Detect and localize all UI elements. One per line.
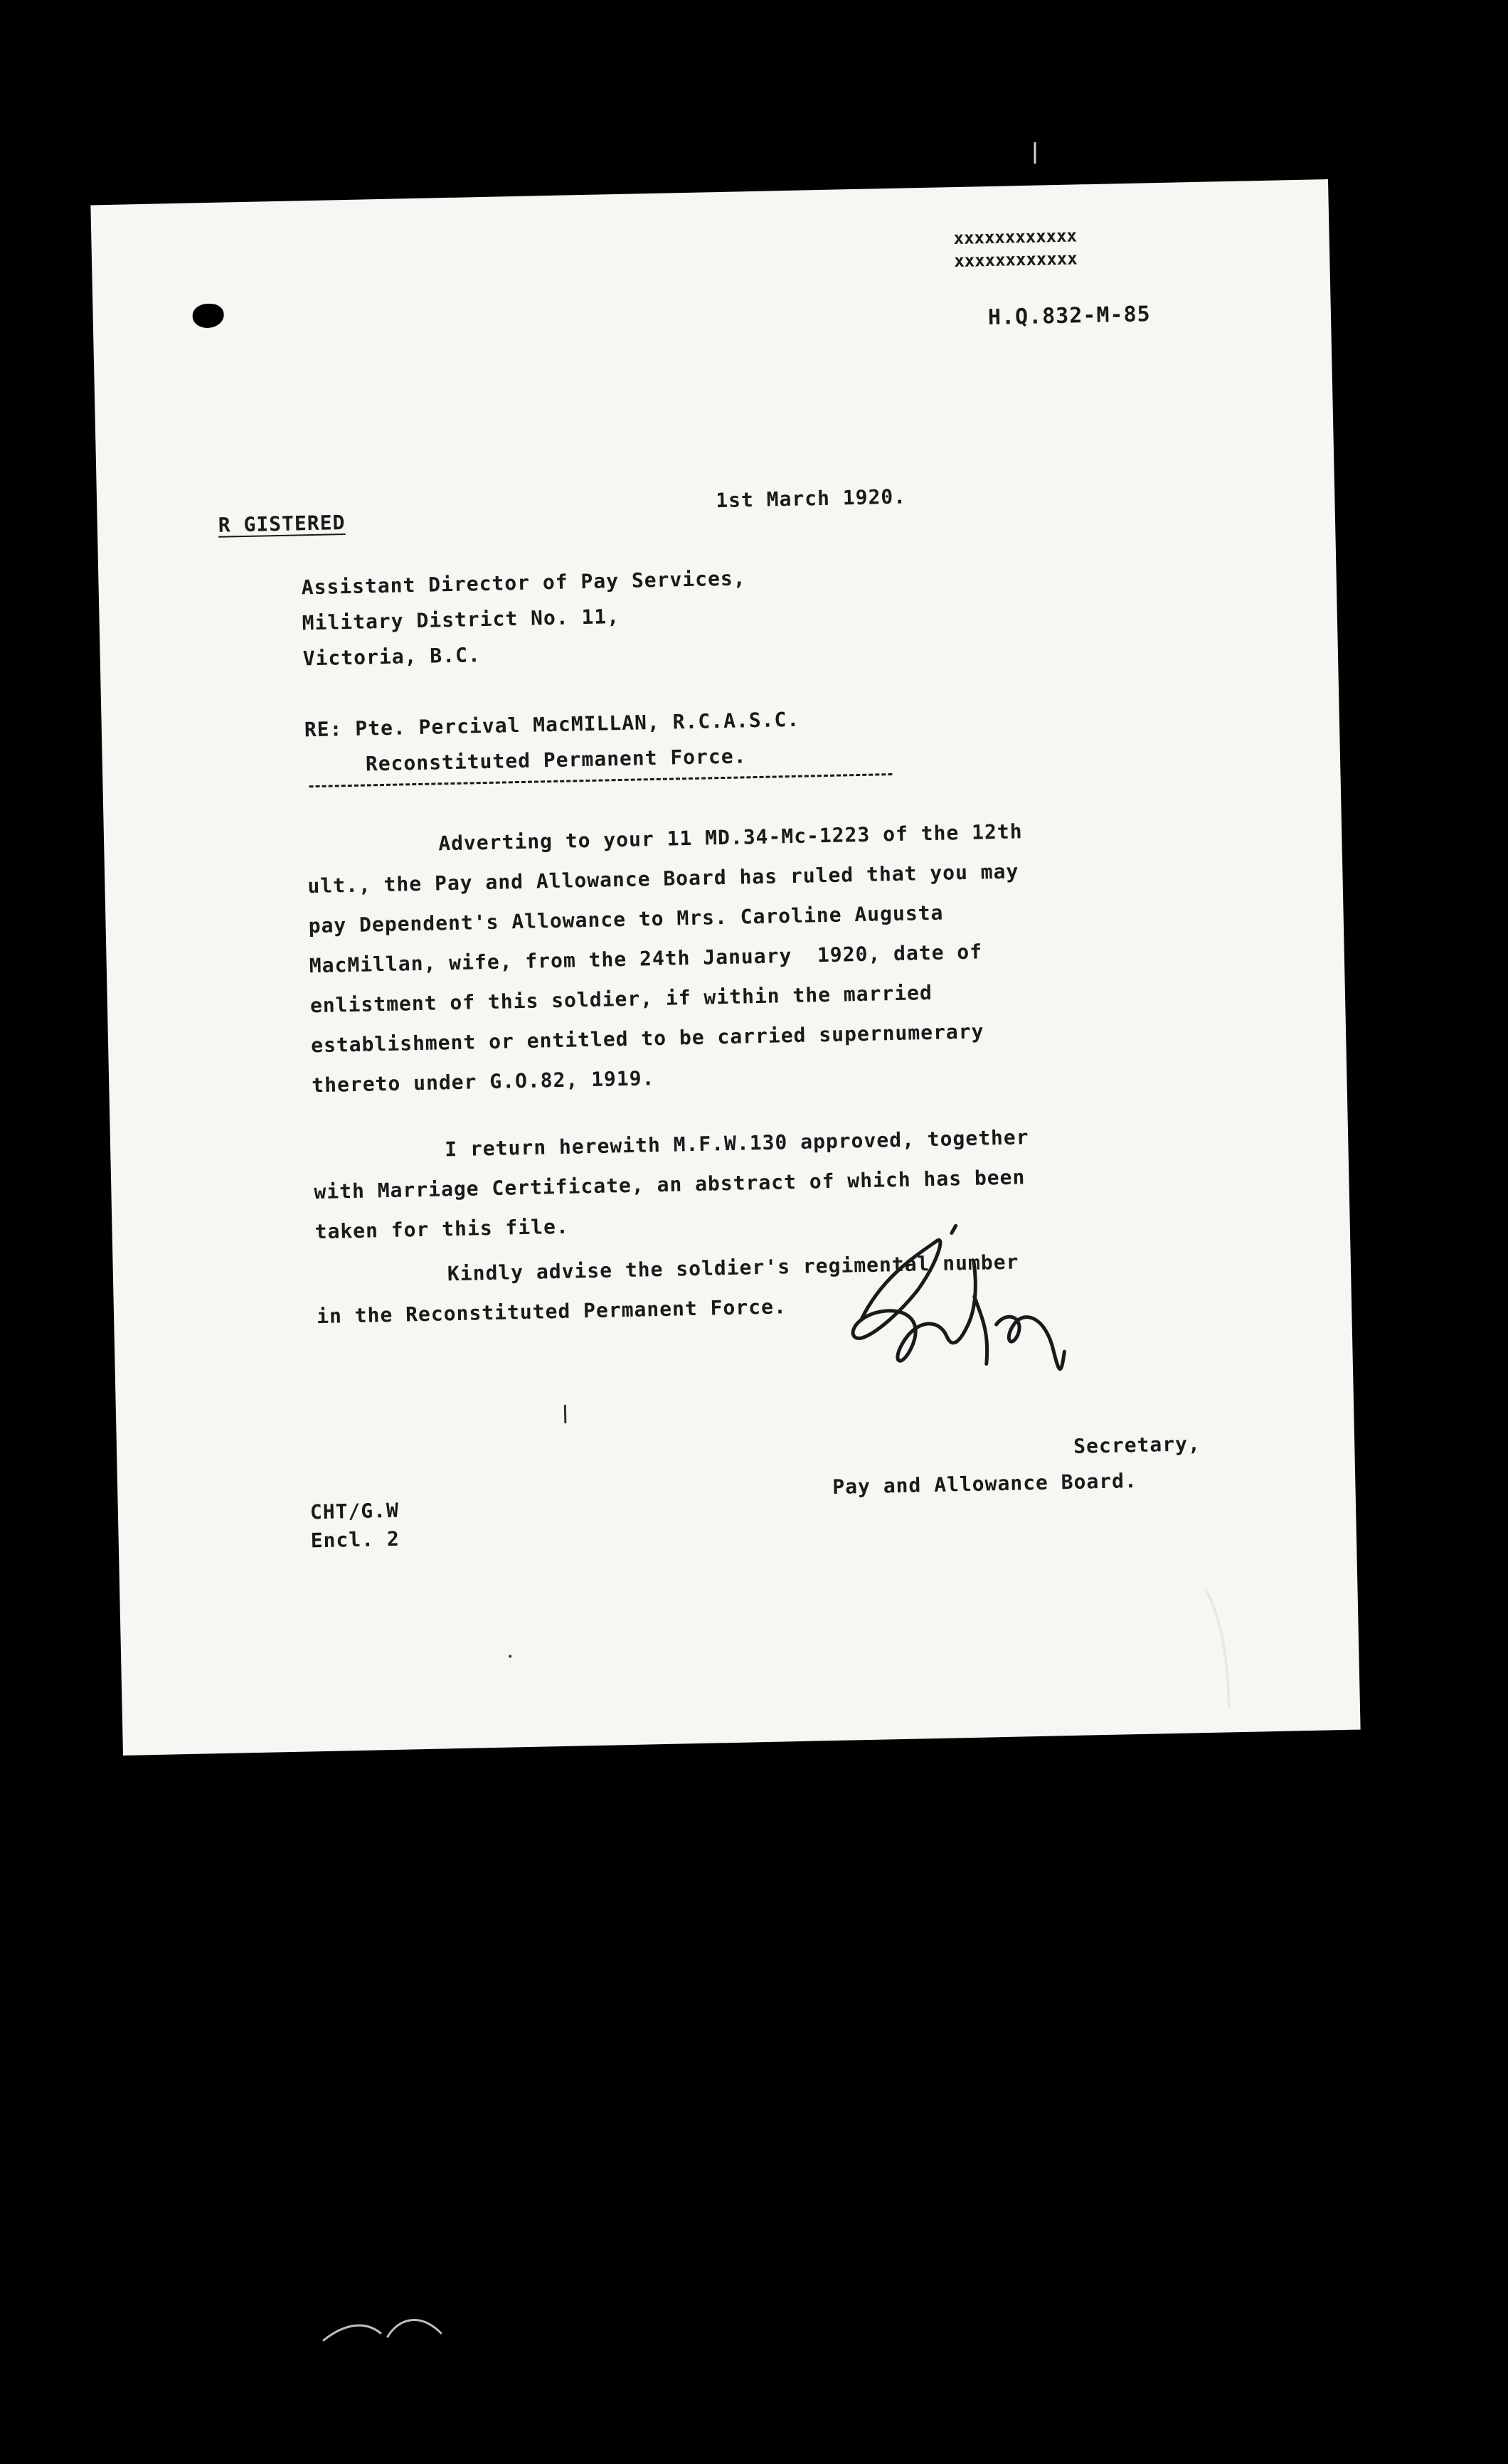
subject-line-2: Reconstituted Permanent Force.	[365, 744, 747, 776]
registered-stamp: R GISTERED	[218, 511, 346, 537]
paragraph-2-line-2: with Marriage Certificate, an abstract of which has been	[314, 1165, 1026, 1204]
letter-page	[90, 179, 1360, 1756]
closing-board: Pay and Allowance Board.	[832, 1469, 1138, 1499]
address-line-2: Military District No. 11,	[302, 605, 620, 635]
paragraph-1-line-1: Adverting to your 11 MD.34-Mc-1223 of the 12th	[437, 819, 1023, 856]
struck-header-line-1: xxxxxxxxxxxx	[953, 225, 1078, 249]
subject-underline	[309, 773, 893, 787]
paragraph-1-line-4: MacMillan, wife, from the 24th January 1920, date of	[309, 940, 983, 978]
film-debris-mark	[320, 2305, 448, 2354]
letter-date: 1st March 1920.	[715, 484, 907, 513]
paragraph-1-line-6: establishment or entitled to be carried supernumerary	[310, 1019, 984, 1058]
address-line-1: Assistant Director of Pay Services,	[301, 566, 746, 600]
paragraph-3-line-2: in the Reconstituted Permanent Force.	[316, 1295, 787, 1329]
enclosure-note: Encl. 2	[310, 1526, 400, 1553]
closing-title: Secretary,	[1073, 1432, 1201, 1458]
file-reference: H.Q.832-M-85	[987, 302, 1152, 331]
paragraph-2-line-3: taken for this file.	[314, 1214, 570, 1244]
paragraph-adverting	[307, 812, 1028, 1105]
top-edge-nick	[1024, 142, 1046, 171]
edge-curl-mark	[1202, 1586, 1245, 1714]
paragraph-3-line-1: Kindly advise the soldier's regimental number	[447, 1250, 1019, 1286]
stray-dot	[509, 1655, 511, 1658]
paragraph-2-line-1: I return herewith M.F.W.130 approved, together	[444, 1125, 1029, 1162]
paragraph-1-line-3: pay Dependent's Allowance to Mrs. Caroline Augusta	[308, 901, 944, 938]
address-line-3: Victoria, B.C.	[302, 643, 482, 671]
struck-header-line-2: xxxxxxxxxxxx	[953, 248, 1078, 272]
paragraph-1-line-5: enlistment of this soldier, if within the married	[309, 980, 933, 1018]
punch-hole	[192, 304, 224, 329]
signature	[830, 1209, 1105, 1413]
paragraph-1-line-7: thereto under G.O.82, 1919.	[311, 1066, 655, 1098]
paragraph-1-line-2: ult., the Pay and Allowance Board has ruled that you may	[307, 859, 1019, 898]
typist-initials: CHT/G.W	[309, 1498, 400, 1524]
subject-line-1: RE: Pte. Percival MacMILLAN, R.C.A.S.C.	[304, 707, 800, 742]
stray-mark	[564, 1405, 567, 1423]
